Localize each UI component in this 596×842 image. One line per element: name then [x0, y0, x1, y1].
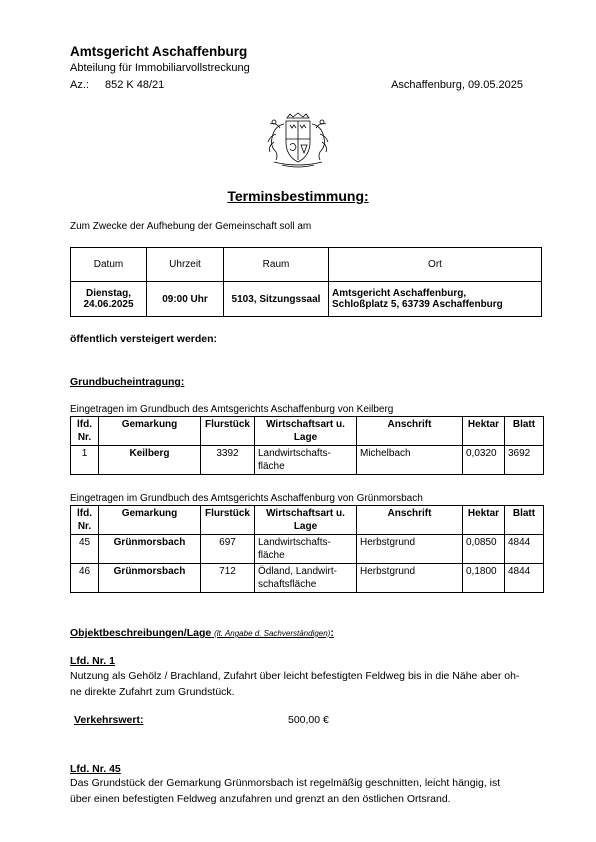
item-1-line2: ne direkte Zufahrt zum Grundstück.: [70, 686, 235, 698]
table-row: [71, 564, 544, 593]
case-number-value: 852 K 48/21: [104, 79, 165, 91]
intro-text: Zum Zwecke der Aufhebung der Gemeinschaft soll am: [70, 221, 312, 232]
table-row: [71, 535, 544, 564]
item-1-line1: Nutzung als Gehölz / Brachland, Zufahrt über leicht befestigten Feldweg bis in die Nähe aber oh-: [70, 670, 520, 682]
col-hektar: Hektar: [463, 417, 505, 446]
item-45-line1: Das Grundstück der Gemarkung Grünmorsbach ist regelmäßig geschnitten, leicht hängig, ist: [70, 777, 501, 789]
land-register-table-gruenmorsbach: [70, 505, 544, 593]
cell-wa-line2: fläche: [258, 461, 285, 472]
cell-wirtschaftsart: [255, 535, 357, 564]
col-wa-line1: Wirtschaftsart u.: [266, 508, 345, 519]
col-lfd: [71, 417, 99, 446]
cell-lfd: 1: [71, 446, 99, 475]
cell-wirtschaftsart: [255, 446, 357, 475]
table-row: [71, 446, 544, 475]
table-header-row: [71, 506, 544, 535]
col-lfd: [71, 506, 99, 535]
item-1-description: [70, 668, 540, 700]
cell-anschrift: Herbstgrund: [357, 564, 463, 593]
cell-blatt: 3692: [505, 446, 544, 475]
cell-wa-line2: schaftsfläche: [258, 579, 317, 590]
col-wa-line2: Lage: [293, 521, 318, 532]
cell-flurstueck: 697: [201, 535, 255, 564]
col-gemarkung: Gemarkung: [99, 417, 201, 446]
col-wa-line1: Wirtschaftsart u.: [266, 419, 345, 430]
object-heading-colon: :: [330, 627, 334, 639]
cell-wa-line1: Landwirtschafts-: [258, 448, 331, 459]
cell-lfd: 45: [71, 535, 99, 564]
appointment-header-room: Raum: [224, 248, 329, 282]
appointment-place: [329, 282, 542, 317]
appointment-value-row: [71, 282, 542, 317]
appointment-weekday: Dienstag,: [85, 288, 131, 299]
col-hektar: Hektar: [463, 506, 505, 535]
appointment-room: 5103, Sitzungssaal: [224, 282, 329, 317]
appointment-header-place: Ort: [329, 248, 542, 282]
cell-flurstueck: 712: [201, 564, 255, 593]
col-gemarkung: Gemarkung: [99, 506, 201, 535]
col-lfd-line1: lfd.: [77, 419, 92, 430]
case-number-label: Az.:: [70, 79, 89, 91]
cell-wa-line1: Landwirtschafts-: [258, 537, 331, 548]
coat-of-arms-icon: [262, 112, 334, 170]
cell-hektar: 0,0320: [463, 446, 505, 475]
appointment-header-row: [71, 248, 542, 282]
appointment-table: [70, 247, 542, 317]
col-lfd-line2: Nr.: [77, 432, 92, 443]
col-wirtschaftsart: [255, 506, 357, 535]
auction-statement: öffentlich versteigert werden:: [70, 333, 218, 345]
cell-wa-line2: fläche: [258, 550, 285, 561]
cell-anschrift: Herbstgrund: [357, 535, 463, 564]
cell-lfd: 46: [71, 564, 99, 593]
cell-anschrift: Michelbach: [357, 446, 463, 475]
appointment-place-line1: Amtsgericht Aschaffenburg,: [332, 288, 467, 299]
table-header-row: [71, 417, 544, 446]
item-45-label: Lfd. Nr. 45: [70, 763, 121, 775]
appointment-place-line2: Schloßplatz 5, 63739 Aschaffenburg: [332, 299, 503, 310]
appointment-header-date: Datum: [71, 248, 147, 282]
col-lfd-line2: Nr.: [77, 521, 92, 532]
cell-gemarkung: Grünmorsbach: [99, 564, 201, 593]
land-register-heading: Grundbucheintragung:: [70, 376, 185, 388]
market-value: 500,00 €: [288, 714, 329, 726]
cell-wirtschaftsart: [255, 564, 357, 593]
col-lfd-line1: lfd.: [77, 508, 92, 519]
appointment-date-value: 24.06.2025: [83, 299, 134, 310]
item-45-line2: über einen befestigten Feldweg anzufahren und grenzt an den östlichen Ortsrand.: [70, 793, 451, 805]
object-heading-text: Objektbeschreibungen/Lage: [70, 627, 212, 639]
appointment-header-time: Uhrzeit: [147, 248, 224, 282]
market-value-label: Verkehrswert:: [74, 714, 144, 726]
col-flurstueck: Flurstück: [201, 506, 255, 535]
court-name: Amtsgericht Aschaffenburg: [70, 44, 248, 59]
register-keilberg-text: Eingetragen im Grundbuch des Amtsgerichts Aschaffenburg von Keilberg: [70, 404, 394, 415]
cell-hektar: 0,1800: [463, 564, 505, 593]
land-register-table-keilberg: [70, 416, 544, 475]
item-45-description: [70, 775, 540, 807]
item-1-label: Lfd. Nr. 1: [70, 655, 115, 667]
case-number: [70, 79, 164, 91]
document-title-text: Terminsbestimmung:: [227, 188, 369, 204]
cell-gemarkung: Grünmorsbach: [99, 535, 201, 564]
cell-blatt: 4844: [505, 564, 544, 593]
cell-blatt: 4844: [505, 535, 544, 564]
appointment-time: 09:00 Uhr: [147, 282, 224, 317]
cell-gemarkung: Keilberg: [99, 446, 201, 475]
appointment-date: [71, 282, 147, 317]
document-title: [0, 188, 596, 204]
object-description-heading: [70, 627, 334, 639]
object-heading-note: (lt. Angabe d. Sachverständigen): [214, 629, 331, 638]
cell-wa-line1: Ödland, Landwirt-: [258, 566, 337, 577]
col-blatt: Blatt: [505, 417, 544, 446]
col-anschrift: Anschrift: [357, 506, 463, 535]
col-blatt: Blatt: [505, 506, 544, 535]
cell-hektar: 0,0850: [463, 535, 505, 564]
department: Abteilung für Immobiliarvollstreckung: [70, 62, 250, 74]
col-wa-line2: Lage: [293, 432, 318, 443]
col-anschrift: Anschrift: [357, 417, 463, 446]
cell-flurstueck: 3392: [201, 446, 255, 475]
register-gruenmorsbach-text: Eingetragen im Grundbuch des Amtsgerichts Aschaffenburg von Grünmorsbach: [70, 493, 423, 504]
col-wirtschaftsart: [255, 417, 357, 446]
col-flurstueck: Flurstück: [201, 417, 255, 446]
place-date: Aschaffenburg, 09.05.2025: [391, 79, 523, 91]
